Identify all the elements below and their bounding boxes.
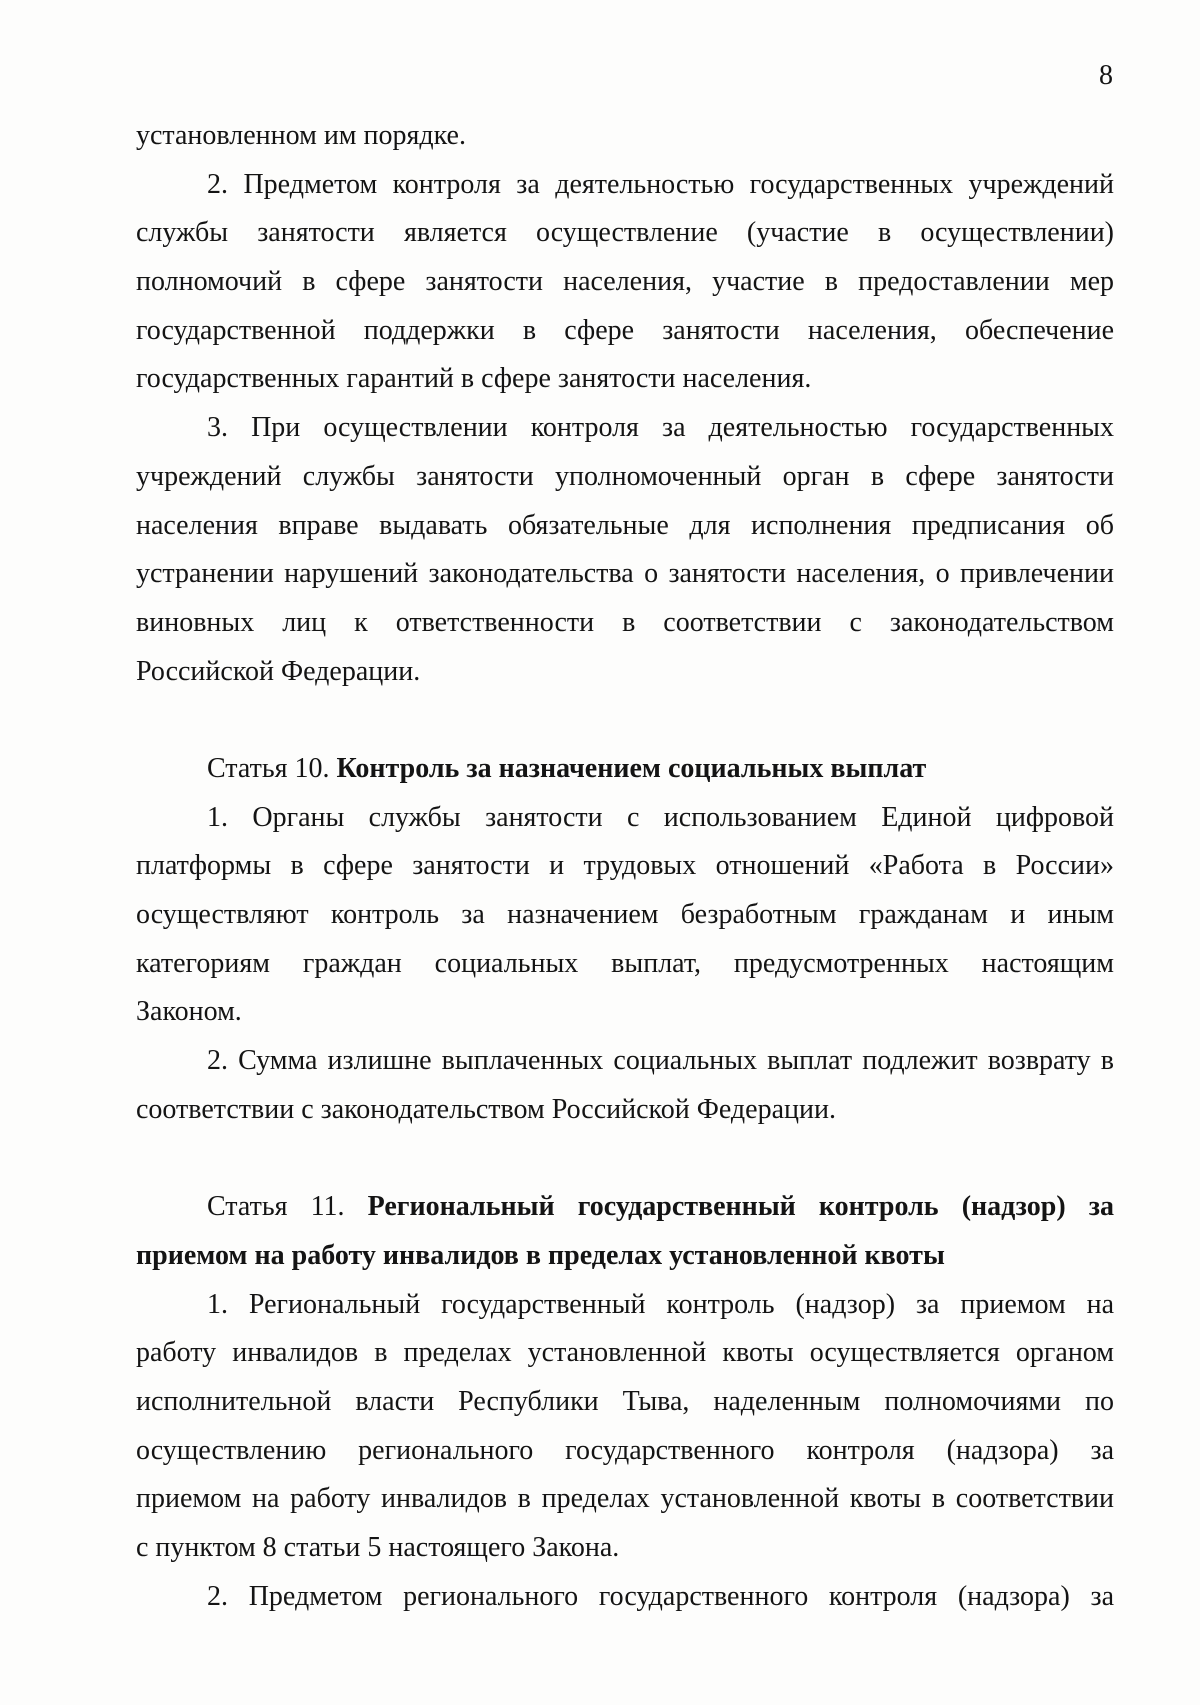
paragraph-line: осуществляют контроль за назначением безработным гражданам и иным — [136, 899, 1114, 930]
paragraph-line: населения вправе выдавать обязательные для исполнения предписания об — [136, 509, 1114, 541]
paragraph-line: 1. Региональный государственный контроль (надзор) за приемом на — [207, 1288, 1114, 1320]
paragraph-line: службы занятости является осуществление (участие в осуществлении) — [136, 217, 1114, 249]
paragraph-line: полномочий в сфере занятости населения, участие в предоставлении мер — [136, 266, 1114, 298]
paragraph-line: соответствии с законодательством Российской Федерации. — [136, 1093, 836, 1125]
article-title: Региональный государственный контроль (надзор) за — [367, 1191, 1115, 1223]
paragraph-line: устранении нарушений законодательства о занятости населения, о привлечении — [136, 558, 1114, 590]
document-body — [136, 112, 1114, 1621]
article-11-heading — [136, 1183, 1114, 1232]
paragraph-line: государственных гарантий в сфере занятости населения. — [136, 363, 812, 395]
paragraph-line: установленном им порядке. — [136, 120, 466, 151]
article-10-heading — [136, 745, 1114, 794]
article-title: Контроль за назначением социальных выплат — [336, 752, 927, 784]
paragraph-line: государственной поддержки в сфере занятости населения, обеспечение — [136, 314, 1114, 346]
paragraph-line: с пунктом 8 статьи 5 настоящего Закона. — [136, 1531, 620, 1563]
paragraph-line: Российской Федерации. — [136, 655, 421, 687]
article-title-continuation: приемом на работу инвалидов в пределах установленной квоты — [136, 1239, 945, 1271]
paragraph-line: учреждений службы занятости уполномоченный орган в сфере занятости — [136, 460, 1114, 492]
spacer — [136, 1134, 1114, 1183]
paragraph-line: работу инвалидов в пределах установленной квоты осуществляется органом — [136, 1337, 1114, 1369]
paragraph-line: приемом на работу инвалидов в пределах установленной квоты в соответствии — [136, 1483, 1114, 1515]
page-number: 8 — [1099, 60, 1113, 91]
paragraph-line: Законом. — [136, 996, 242, 1028]
spacer — [136, 696, 1114, 745]
paragraph-line: 2. Предметом контроля за деятельностью государственных учреждений — [207, 168, 1114, 200]
article-label: Статья 11. — [207, 1191, 345, 1223]
paragraph-line: 1. Органы службы занятости с использованием Единой цифровой — [207, 801, 1114, 833]
article-label: Статья 10. — [207, 752, 330, 784]
paragraph-line: исполнительной власти Республики Тыва, наделенным полномочиями по — [136, 1385, 1114, 1417]
paragraph-line: 2. Сумма излишне выплаченных социальных выплат подлежит возврату в — [207, 1045, 1114, 1077]
paragraph-line: 2. Предметом регионального государственного контроля (надзора) за — [207, 1580, 1114, 1612]
paragraph-line: платформы в сфере занятости и трудовых отношений «Работа в России» — [136, 850, 1114, 882]
paragraph-line: 3. При осуществлении контроля за деятельностью государственных — [207, 412, 1114, 444]
paragraph-line: категориям граждан социальных выплат, предусмотренных настоящим — [136, 947, 1114, 979]
paragraph-line: виновных лиц к ответственности в соответствии с законодательством — [136, 606, 1114, 638]
paragraph-line: осуществлению регионального государственного контроля (надзора) за — [136, 1434, 1114, 1466]
